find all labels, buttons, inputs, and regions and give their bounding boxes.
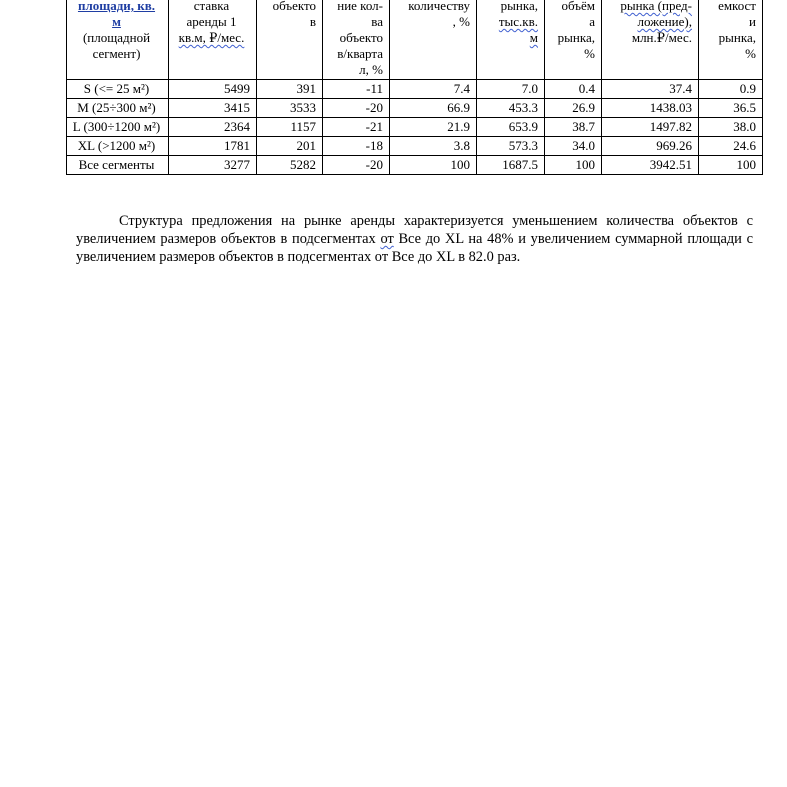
cell-segment: L (300÷1200 м²) [67, 118, 169, 137]
header-rate-line-1: ставка [193, 0, 230, 13]
header-share-capacity [699, 0, 763, 80]
table-row [67, 137, 763, 156]
header-rate-line-3: кв.м, ₽/мес. [178, 30, 245, 45]
cell-capacity: 3942.51 [602, 156, 699, 175]
header-change-line-1: ние кол- [337, 0, 383, 13]
cell-rate: 5499 [169, 80, 257, 99]
cell-share-capacity: 100 [699, 156, 763, 175]
cell-share-volume: 38.7 [545, 118, 602, 137]
header-change-line-5: л, % [359, 62, 383, 77]
header-share-volume-line-3: рынка, [557, 30, 595, 45]
cell-share-capacity: 24.6 [699, 137, 763, 156]
header-rate [169, 0, 257, 80]
cell-area: 7.0 [477, 80, 545, 99]
cell-share-count: 100 [390, 156, 477, 175]
cell-objects: 1157 [257, 118, 323, 137]
header-capacity [602, 0, 699, 80]
header-segment-line-3: (площадной [82, 30, 151, 45]
header-share-volume-line-2: а [589, 14, 595, 29]
cell-change: -20 [323, 99, 390, 118]
cell-share-capacity: 0.9 [699, 80, 763, 99]
header-share-count-line-1: количеству [408, 0, 470, 13]
header-change-line-3: объекто [339, 30, 383, 45]
header-share-capacity-line-4: % [745, 46, 756, 61]
header-capacity-line-3: млн.₽/мес. [631, 30, 692, 45]
header-objects-line-1: объекто [272, 0, 316, 13]
header-area-line-1: рынка, [500, 0, 538, 13]
table-row [67, 80, 763, 99]
cell-share-capacity: 36.5 [699, 99, 763, 118]
header-change-line-2: ва [371, 14, 383, 29]
cell-objects: 201 [257, 137, 323, 156]
cell-rate: 3415 [169, 99, 257, 118]
cell-capacity: 969.26 [602, 137, 699, 156]
header-share-count-line-2: , % [452, 14, 470, 29]
cell-share-volume: 26.9 [545, 99, 602, 118]
header-change-line-4: в/кварта [337, 46, 383, 61]
header-area-line-3: м [529, 30, 538, 45]
summary-paragraph [76, 212, 753, 266]
cell-area: 573.3 [477, 137, 545, 156]
summary-text-part-1: Структура предложения на рынке аренды характеризуется уменьшением количества объектов с увеличением размеров объектов в подсегментах [76, 213, 753, 247]
market-structure-table [66, 0, 763, 175]
cell-share-count: 21.9 [390, 118, 477, 137]
header-rate-line-2: аренды 1 [186, 14, 237, 29]
cell-change: -20 [323, 156, 390, 175]
table-row [67, 99, 763, 118]
table-row-total [67, 156, 763, 175]
cell-objects: 391 [257, 80, 323, 99]
header-change [323, 0, 390, 80]
header-segment-line-4: сегмент) [92, 46, 141, 61]
header-segment-line-1: площади, кв. [77, 0, 156, 13]
cell-area: 453.3 [477, 99, 545, 118]
cell-segment: S (<= 25 м²) [67, 80, 169, 99]
header-area [477, 0, 545, 80]
cell-share-volume: 100 [545, 156, 602, 175]
cell-objects: 5282 [257, 156, 323, 175]
header-share-capacity-line-2: и [749, 14, 756, 29]
cell-area: 1687.5 [477, 156, 545, 175]
table-row [67, 118, 763, 137]
summary-text-ot: от [380, 231, 394, 247]
cell-rate: 1781 [169, 137, 257, 156]
cell-rate: 2364 [169, 118, 257, 137]
cell-share-count: 66.9 [390, 99, 477, 118]
header-share-count [390, 0, 477, 80]
header-objects-line-2: в [309, 14, 316, 29]
header-segment [67, 0, 169, 80]
cell-share-volume: 0.4 [545, 80, 602, 99]
header-capacity-line-1: рынка (пред- [620, 0, 692, 13]
cell-segment: Все сегменты [67, 156, 169, 175]
cell-share-volume: 34.0 [545, 137, 602, 156]
header-share-volume-line-1: объём [561, 0, 595, 13]
cell-change: -21 [323, 118, 390, 137]
summary-text-part-2: Все до XL на 48% и увеличением суммарной площади с увеличением размеров объектов в подсегментах от Все до XL в 82.0 раз. [76, 231, 753, 265]
cell-capacity: 37.4 [602, 80, 699, 99]
header-share-volume [545, 0, 602, 80]
header-area-line-2: тыс.кв. [498, 14, 538, 29]
header-objects [257, 0, 323, 80]
cell-segment: XL (>1200 м²) [67, 137, 169, 156]
cell-share-count: 3.8 [390, 137, 477, 156]
cell-share-count: 7.4 [390, 80, 477, 99]
cell-capacity: 1497.82 [602, 118, 699, 137]
cell-objects: 3533 [257, 99, 323, 118]
cell-segment: M (25÷300 м²) [67, 99, 169, 118]
cell-change: -11 [323, 80, 390, 99]
header-share-capacity-line-3: рынка, [718, 30, 756, 45]
cell-share-capacity: 38.0 [699, 118, 763, 137]
header-share-volume-line-4: % [584, 46, 595, 61]
cell-area: 653.9 [477, 118, 545, 137]
cell-rate: 3277 [169, 156, 257, 175]
cell-change: -18 [323, 137, 390, 156]
header-segment-line-2: м [112, 14, 121, 29]
table-header-row [67, 0, 763, 80]
header-share-capacity-line-1: емкост [718, 0, 756, 13]
cell-capacity: 1438.03 [602, 99, 699, 118]
header-capacity-line-2: ложение), [637, 14, 692, 29]
